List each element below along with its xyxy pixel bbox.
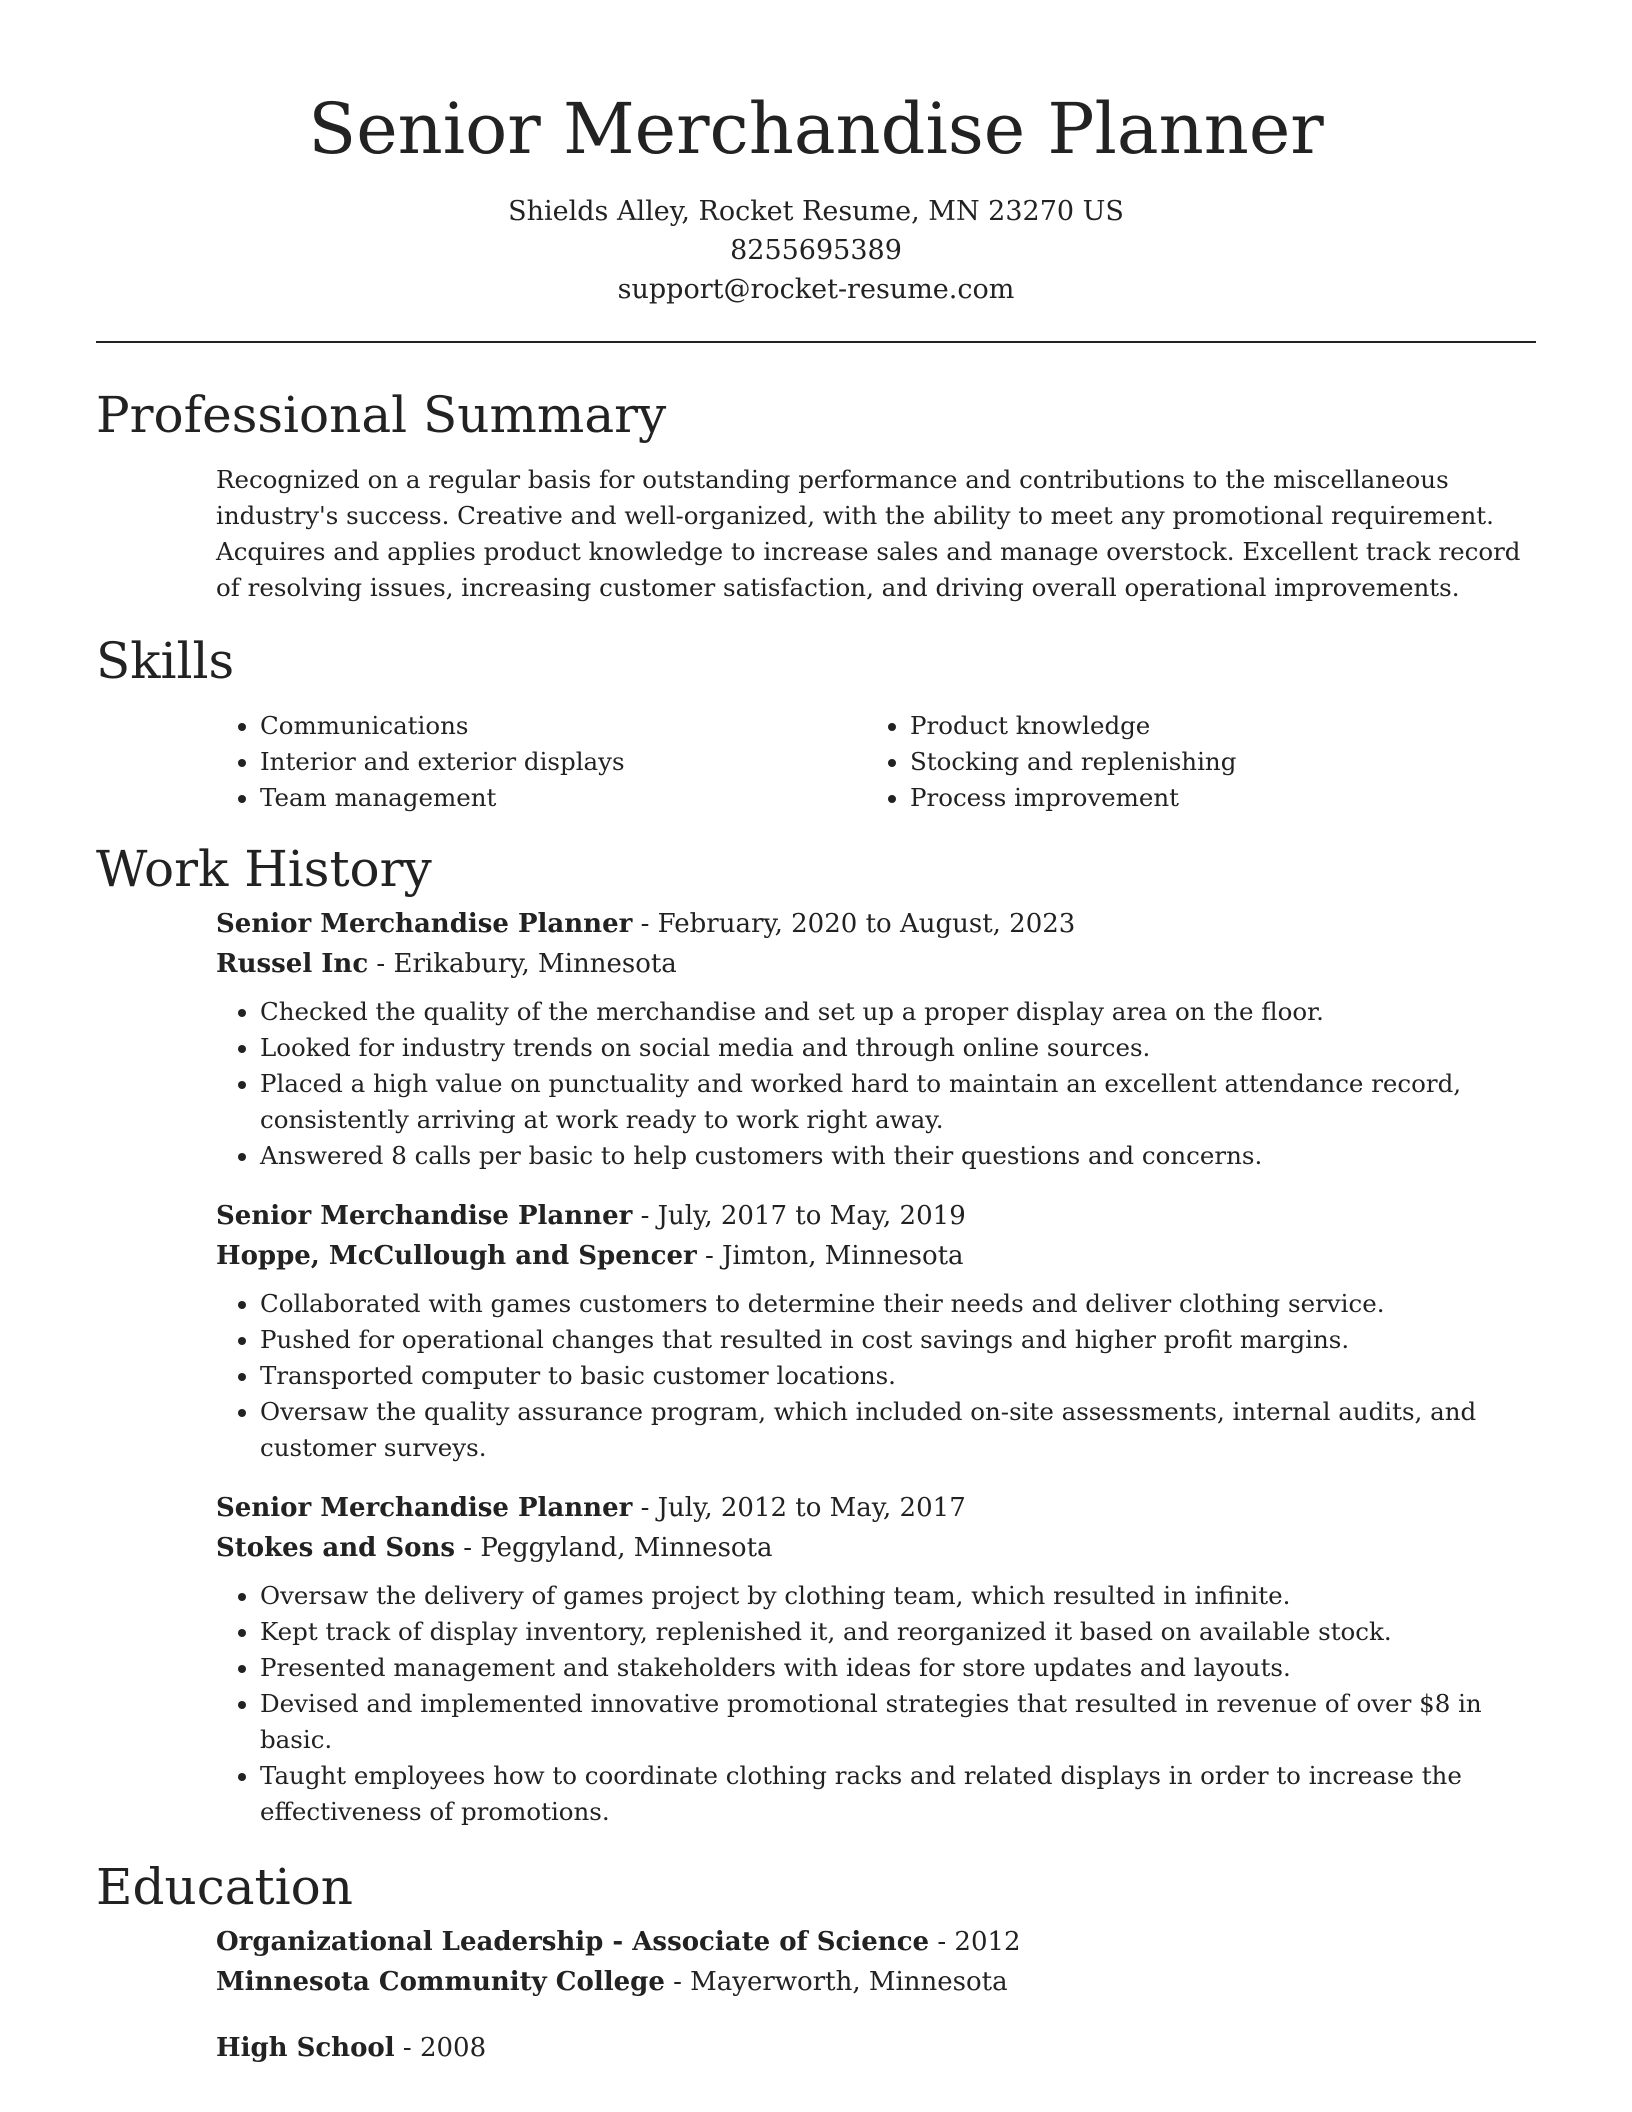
education-degree: High School — [216, 2033, 395, 2063]
job-title: Senior Merchandise Planner — [216, 1201, 633, 1231]
job-bullet: • Oversaw the quality assurance program, which included on-site assessments, internal audits, and customer surveys. — [260, 1394, 1536, 1466]
job-bullet: • Presented management and stakeholders with ideas for store updates and layouts. — [260, 1650, 1536, 1686]
job-bullet: • Checked the quality of the merchandise and set up a proper display area on the floor. — [260, 994, 1536, 1030]
skill-item: • Stocking and replenishing — [910, 744, 1516, 780]
education-year: - 2008 — [394, 2033, 487, 2063]
job-bullets — [216, 1286, 1536, 1466]
job-company: Stokes and Sons — [216, 1533, 456, 1563]
job-location: - Peggyland, Minnesota — [455, 1533, 773, 1563]
job-bullets — [216, 1578, 1536, 1830]
education-degree-line — [216, 2028, 1536, 2068]
skill-item: • Product knowledge — [910, 708, 1516, 744]
contact-address: Shields Alley, Rocket Resume, MN 23270 US — [508, 196, 1124, 227]
skills-right-list — [866, 708, 1516, 816]
job-list — [96, 904, 1536, 1830]
job-bullets — [216, 994, 1536, 1174]
education-location: - Mayerworth, Minnesota — [664, 1967, 1008, 1997]
education-school-line — [216, 1962, 1536, 2002]
job-bullet: • Transported computer to basic customer locations. — [260, 1358, 1536, 1394]
job-title-line — [216, 1488, 1536, 1528]
job-company-line — [216, 944, 1536, 984]
job-entry — [216, 1196, 1536, 1466]
job-bullet: • Oversaw the delivery of games project by clothing team, which resulted in infinite. — [260, 1578, 1536, 1614]
education-school: Minnesota Community College — [216, 1967, 665, 1997]
job-location: - Jimton, Minnesota — [696, 1241, 964, 1271]
skills-left-list — [216, 708, 866, 816]
job-company: Hoppe, McCullough and Spencer — [216, 1241, 697, 1271]
job-bullet: • Placed a high value on punctuality and worked hard to maintain an excellent attendance record, consistently arriving at work ready to work right away. — [260, 1066, 1536, 1138]
job-bullet: • Collaborated with games customers to determine their needs and deliver clothing service. — [260, 1286, 1536, 1322]
job-dates: - July, 2012 to May, 2017 — [632, 1493, 966, 1523]
job-bullet: • Devised and implemented innovative promotional strategies that resulted in revenue of over $8 in basic. — [260, 1686, 1536, 1758]
education-list — [96, 1922, 1536, 2068]
work-section — [96, 834, 1536, 1830]
job-dates: - February, 2020 to August, 2023 — [632, 909, 1076, 939]
job-title-line — [216, 1196, 1536, 1236]
job-title: Senior Merchandise Planner — [216, 909, 633, 939]
skills-heading: Skills — [96, 632, 235, 690]
skill-item: • Team management — [260, 780, 866, 816]
contact-block — [0, 192, 1632, 309]
job-dates: - July, 2017 to May, 2019 — [632, 1201, 966, 1231]
education-entry — [216, 1922, 1536, 2002]
summary-text: Recognized on a regular basis for outstanding performance and contributions to the miscellaneous industry's success. Creative and well-organized, with the ability to meet any promotional requirement. Acquires and applies product knowledge to increase sales and manage overstock. Excellent track record of resolving issues, increasing customer satisfaction, and driving overall operational improvements. — [216, 465, 1521, 602]
resume-header — [0, 0, 1632, 309]
job-company-line — [216, 1528, 1536, 1568]
header-divider — [96, 341, 1536, 343]
skills-columns — [216, 708, 1536, 816]
job-bullet: • Answered 8 calls per basic to help customers with their questions and concerns. — [260, 1138, 1536, 1174]
job-entry — [216, 1488, 1536, 1830]
skill-item: • Process improvement — [910, 780, 1516, 816]
job-title-line — [216, 904, 1536, 944]
job-company: Russel Inc — [216, 949, 369, 979]
contact-email: support@rocket-resume.com — [617, 274, 1015, 305]
education-section — [96, 1852, 1536, 2068]
skill-item: • Interior and exterior displays — [260, 744, 866, 780]
education-degree: Organizational Leadership - Associate of Science — [216, 1927, 930, 1957]
education-degree-line — [216, 1922, 1536, 1962]
summary-section — [96, 380, 1536, 606]
job-entry — [216, 904, 1536, 1174]
education-year: - 2012 — [929, 1927, 1021, 1957]
skills-section — [96, 626, 1536, 816]
job-bullet: • Looked for industry trends on social media and through online sources. — [260, 1030, 1536, 1066]
job-bullet: • Pushed for operational changes that resulted in cost savings and higher profit margins. — [260, 1322, 1536, 1358]
summary-heading: Professional Summary — [96, 386, 667, 444]
skill-item: • Communications — [260, 708, 866, 744]
job-company-line — [216, 1236, 1536, 1276]
resume-name: Senior Merchandise Planner — [308, 88, 1324, 170]
job-location: - Erikabury, Minnesota — [368, 949, 677, 979]
job-title: Senior Merchandise Planner — [216, 1493, 633, 1523]
contact-phone: 8255695389 — [730, 235, 902, 266]
education-entry — [216, 2028, 1536, 2068]
education-heading: Education — [96, 1858, 353, 1916]
job-bullet: • Kept track of display inventory, replenished it, and reorganized it based on available stock. — [260, 1614, 1536, 1650]
job-bullet: • Taught employees how to coordinate clothing racks and related displays in order to increase the effectiveness of promotions. — [260, 1758, 1536, 1830]
work-heading: Work History — [96, 840, 432, 898]
resume-body — [96, 380, 1536, 2094]
